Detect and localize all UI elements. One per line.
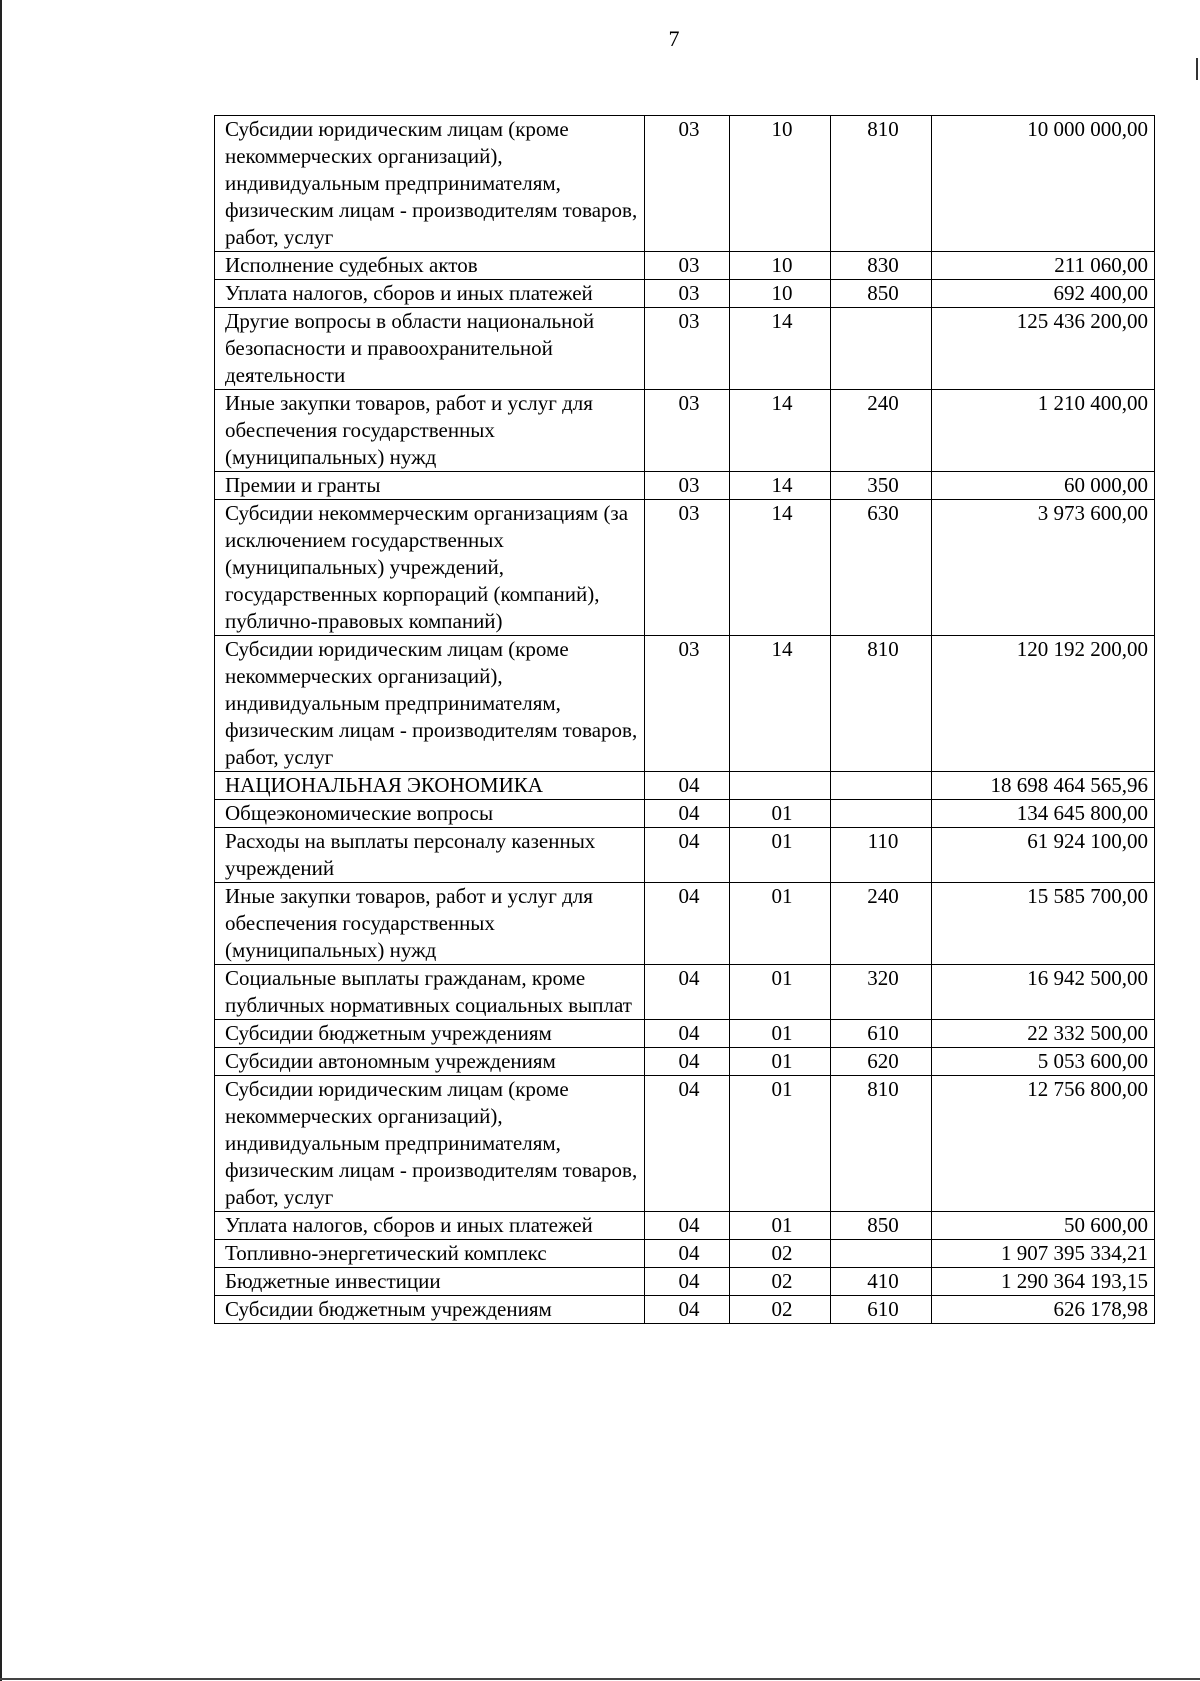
subsection-code-cell: 01 [730,800,831,828]
subsection-code-cell: 01 [730,1076,831,1212]
section-code-cell: 04 [645,1212,730,1240]
subsection-code-cell: 01 [730,1020,831,1048]
subsection-code-cell: 10 [730,116,831,252]
section-code-cell: 03 [645,116,730,252]
table-row [215,472,1155,500]
subsection-code-cell: 02 [730,1296,831,1324]
subsection-code-cell: 01 [730,883,831,965]
section-code-cell: 03 [645,636,730,772]
expense-name-cell: Субсидии юридическим лицам (кроме некоммерческих организаций), индивидуальным предпринимателям, физическим лицам - производителям товаров, работ, услуг [215,116,645,252]
amount-cell: 1 290 364 193,15 [932,1268,1155,1296]
expense-type-code-cell [831,772,932,800]
expense-type-code-cell: 810 [831,636,932,772]
table-row [215,828,1155,883]
scan-right-mark [1196,58,1198,80]
table-row [215,1240,1155,1268]
expense-name-cell: Исполнение судебных актов [215,252,645,280]
expense-type-code-cell [831,308,932,390]
table-row [215,883,1155,965]
subsection-code-cell: 02 [730,1268,831,1296]
section-code-cell: 04 [645,1020,730,1048]
expense-type-code-cell: 350 [831,472,932,500]
amount-cell: 125 436 200,00 [932,308,1155,390]
expense-type-code-cell: 240 [831,883,932,965]
expense-name-cell: Субсидии юридическим лицам (кроме некоммерческих организаций), индивидуальным предпринимателям, физическим лицам - производителям товаров, работ, услуг [215,1076,645,1212]
table-row [215,1076,1155,1212]
expense-name-cell: Иные закупки товаров, работ и услуг для обеспечения государственных (муниципальных) нужд [215,390,645,472]
subsection-code-cell: 14 [730,308,831,390]
amount-cell: 120 192 200,00 [932,636,1155,772]
expense-type-code-cell: 830 [831,252,932,280]
subsection-code-cell: 14 [730,500,831,636]
amount-cell: 626 178,98 [932,1296,1155,1324]
section-code-cell: 04 [645,1240,730,1268]
amount-cell: 15 585 700,00 [932,883,1155,965]
subsection-code-cell: 10 [730,252,831,280]
subsection-code-cell: 14 [730,472,831,500]
section-code-cell: 04 [645,1076,730,1212]
expense-type-code-cell: 240 [831,390,932,472]
amount-cell: 1 907 395 334,21 [932,1240,1155,1268]
scan-bottom-edge [0,1678,1200,1680]
table-row [215,1268,1155,1296]
section-code-cell: 04 [645,1296,730,1324]
subsection-code-cell: 10 [730,280,831,308]
table-row [215,390,1155,472]
subsection-code-cell [730,772,831,800]
amount-cell: 692 400,00 [932,280,1155,308]
expense-type-code-cell: 110 [831,828,932,883]
section-code-cell: 03 [645,308,730,390]
table-row [215,1212,1155,1240]
expense-type-code-cell: 620 [831,1048,932,1076]
amount-cell: 16 942 500,00 [932,965,1155,1020]
amount-cell: 1 210 400,00 [932,390,1155,472]
section-code-cell: 04 [645,883,730,965]
section-code-cell: 04 [645,965,730,1020]
table-row [215,636,1155,772]
amount-cell: 61 924 100,00 [932,828,1155,883]
section-code-cell: 03 [645,472,730,500]
amount-cell: 211 060,00 [932,252,1155,280]
table-row [215,280,1155,308]
expense-name-cell: НАЦИОНАЛЬНАЯ ЭКОНОМИКА [215,772,645,800]
section-code-cell: 04 [645,800,730,828]
expense-name-cell: Премии и гранты [215,472,645,500]
subsection-code-cell: 01 [730,965,831,1020]
section-code-cell: 04 [645,1048,730,1076]
table-row [215,772,1155,800]
expense-name-cell: Бюджетные инвестиции [215,1268,645,1296]
table-row [215,116,1155,252]
expense-type-code-cell: 630 [831,500,932,636]
subsection-code-cell: 01 [730,1048,831,1076]
expense-type-code-cell [831,800,932,828]
subsection-code-cell: 14 [730,636,831,772]
table-row [215,965,1155,1020]
expense-type-code-cell: 850 [831,1212,932,1240]
budget-table [214,115,1155,1324]
expense-type-code-cell [831,1240,932,1268]
expense-type-code-cell: 320 [831,965,932,1020]
budget-table-body [215,116,1155,1324]
expense-name-cell: Расходы на выплаты персоналу казенных учреждений [215,828,645,883]
amount-cell: 18 698 464 565,96 [932,772,1155,800]
amount-cell: 134 645 800,00 [932,800,1155,828]
section-code-cell: 04 [645,1268,730,1296]
table-row [215,500,1155,636]
table-row [215,1296,1155,1324]
section-code-cell: 04 [645,772,730,800]
expense-name-cell: Уплата налогов, сборов и иных платежей [215,1212,645,1240]
expense-name-cell: Субсидии автономным учреждениям [215,1048,645,1076]
table-row [215,252,1155,280]
subsection-code-cell: 02 [730,1240,831,1268]
amount-cell: 60 000,00 [932,472,1155,500]
subsection-code-cell: 01 [730,1212,831,1240]
scan-left-edge [0,0,2,1681]
expense-name-cell: Субсидии бюджетным учреждениям [215,1020,645,1048]
section-code-cell: 03 [645,500,730,636]
subsection-code-cell: 14 [730,390,831,472]
table-row [215,800,1155,828]
expense-type-code-cell: 610 [831,1020,932,1048]
table-row [215,1020,1155,1048]
page-number: 7 [668,26,680,51]
expense-type-code-cell: 850 [831,280,932,308]
table-row [215,308,1155,390]
subsection-code-cell: 01 [730,828,831,883]
expense-name-cell: Субсидии юридическим лицам (кроме некоммерческих организаций), индивидуальным предпринимателям, физическим лицам - производителям товаров, работ, услуг [215,636,645,772]
amount-cell: 5 053 600,00 [932,1048,1155,1076]
amount-cell: 10 000 000,00 [932,116,1155,252]
section-code-cell: 03 [645,390,730,472]
amount-cell: 50 600,00 [932,1212,1155,1240]
expense-type-code-cell: 810 [831,116,932,252]
expense-type-code-cell: 610 [831,1296,932,1324]
amount-cell: 3 973 600,00 [932,500,1155,636]
section-code-cell: 04 [645,828,730,883]
expense-name-cell: Общеэкономические вопросы [215,800,645,828]
expense-name-cell: Топливно-энергетический комплекс [215,1240,645,1268]
amount-cell: 22 332 500,00 [932,1020,1155,1048]
expense-name-cell: Субсидии бюджетным учреждениям [215,1296,645,1324]
amount-cell: 12 756 800,00 [932,1076,1155,1212]
section-code-cell: 03 [645,252,730,280]
table-row [215,1048,1155,1076]
expense-name-cell: Социальные выплаты гражданам, кроме публичных нормативных социальных выплат [215,965,645,1020]
expense-name-cell: Иные закупки товаров, работ и услуг для обеспечения государственных (муниципальных) нужд [215,883,645,965]
expense-name-cell: Субсидии некоммерческим организациям (за исключением государственных (муниципальных) учреждений, государственных корпораций (компаний), публично-правовых компаний) [215,500,645,636]
expense-name-cell: Другие вопросы в области национальной безопасности и правоохранительной деятельности [215,308,645,390]
expense-type-code-cell: 810 [831,1076,932,1212]
expense-name-cell: Уплата налогов, сборов и иных платежей [215,280,645,308]
section-code-cell: 03 [645,280,730,308]
expense-type-code-cell: 410 [831,1268,932,1296]
